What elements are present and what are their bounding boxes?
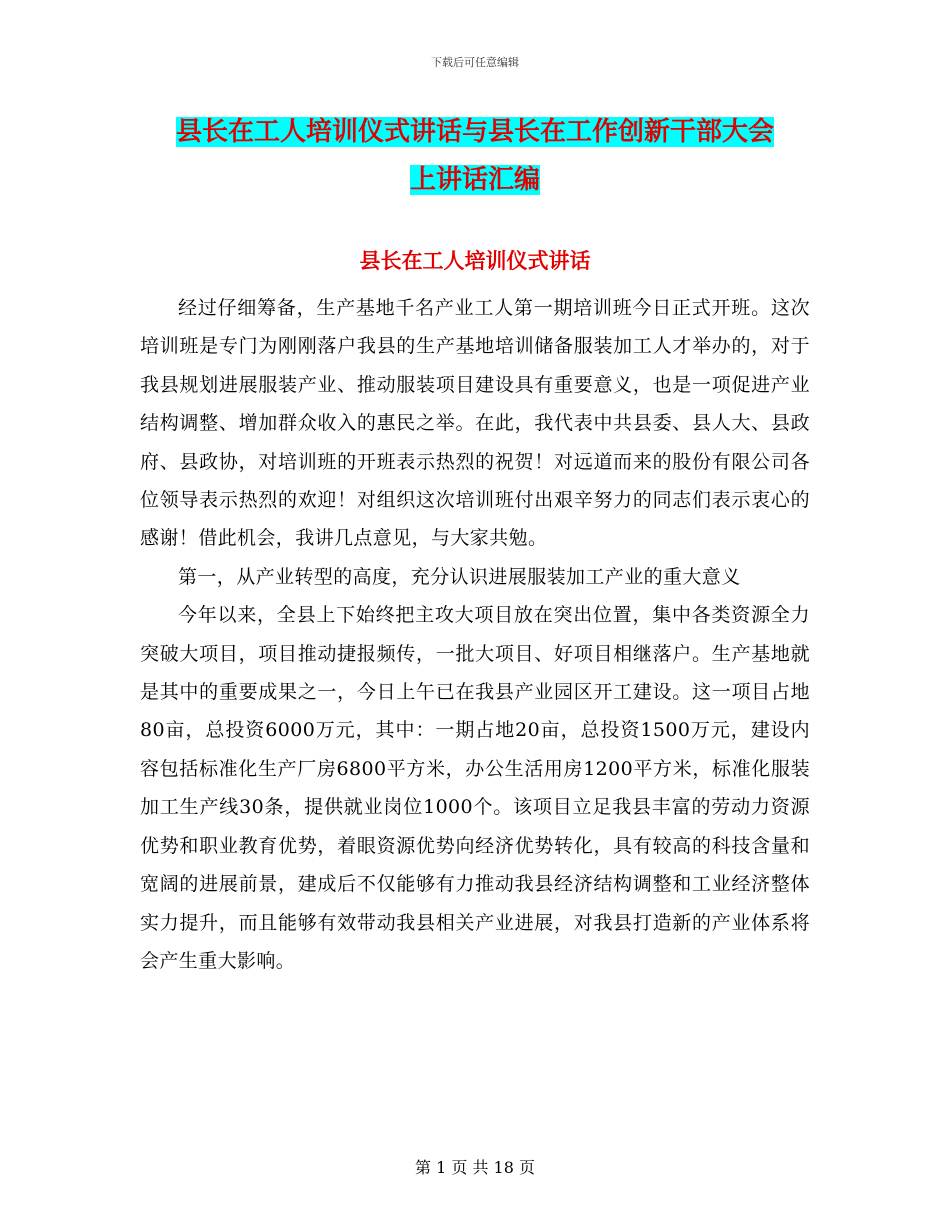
paragraph: 经过仔细筹备，生产基地千名产业工人第一期培训班今日正式开班。这次培训班是专门为刚刚落户我县的生产基地培训储备服装加工人才举办的，对于我县规划进展服装产业、推动服装项目建设具有重要意义，也是一项促进产业结构调整、增加群众收入的惠民之举。在此，我代表中共县委、县人大、县政府、县政协，对培训班的开班表示热烈的祝贺！对远道而来的股份有限公司各位领导表示热烈的欢迎！对组织这次培训班付出艰辛努力的同志们表示衷心的感谢！借此机会，我讲几点意见，与大家共勉。 xyxy=(140,297,810,550)
document-title-line-1: 县长在工人培训仪式讲话与县长在工作创新干部大会 xyxy=(175,117,774,147)
paragraph: 今年以来，全县上下始终把主攻大项目放在突出位置，集中各类资源全力突破大项目，项目推动捷报频传，一批大项目、好项目相继落户。生产基地就是其中的重要成果之一，今日上午已在我县产业园区开工建设。这一项目占地80亩，总投资6000万元，其中：一期占地20亩，总投资1500万元，建设内容包括标准化生产厂房6800平方米，办公生活用房1200平方米，标准化服装加工生产线30条，提供就业岗位1000个。该项目立足我县丰富的劳动力资源优势和职业教育优势，着眼资源优势向经济优势转化，具有较高的科技含量和宽阔的进展前景，建成后不仅能够有力推动我县经济结构调整和工业经济整体实力提升，而且能够有效带动我县相关产业进展，对我县打造新的产业体系将会产生重大影响。 xyxy=(140,604,810,972)
document-title-line-2: 上讲话汇编 xyxy=(409,165,540,195)
header-note: 下载后可任意编辑 xyxy=(431,56,519,69)
page-number: 第 1 页 共 18 页 xyxy=(415,1158,535,1177)
document-title xyxy=(140,108,810,204)
document-body xyxy=(140,289,810,980)
section-title: 县长在工人培训仪式讲话 xyxy=(359,249,591,273)
paragraph: 第一，从产业转型的高度，充分认识进展服装加工产业的重大意义 xyxy=(178,565,741,588)
